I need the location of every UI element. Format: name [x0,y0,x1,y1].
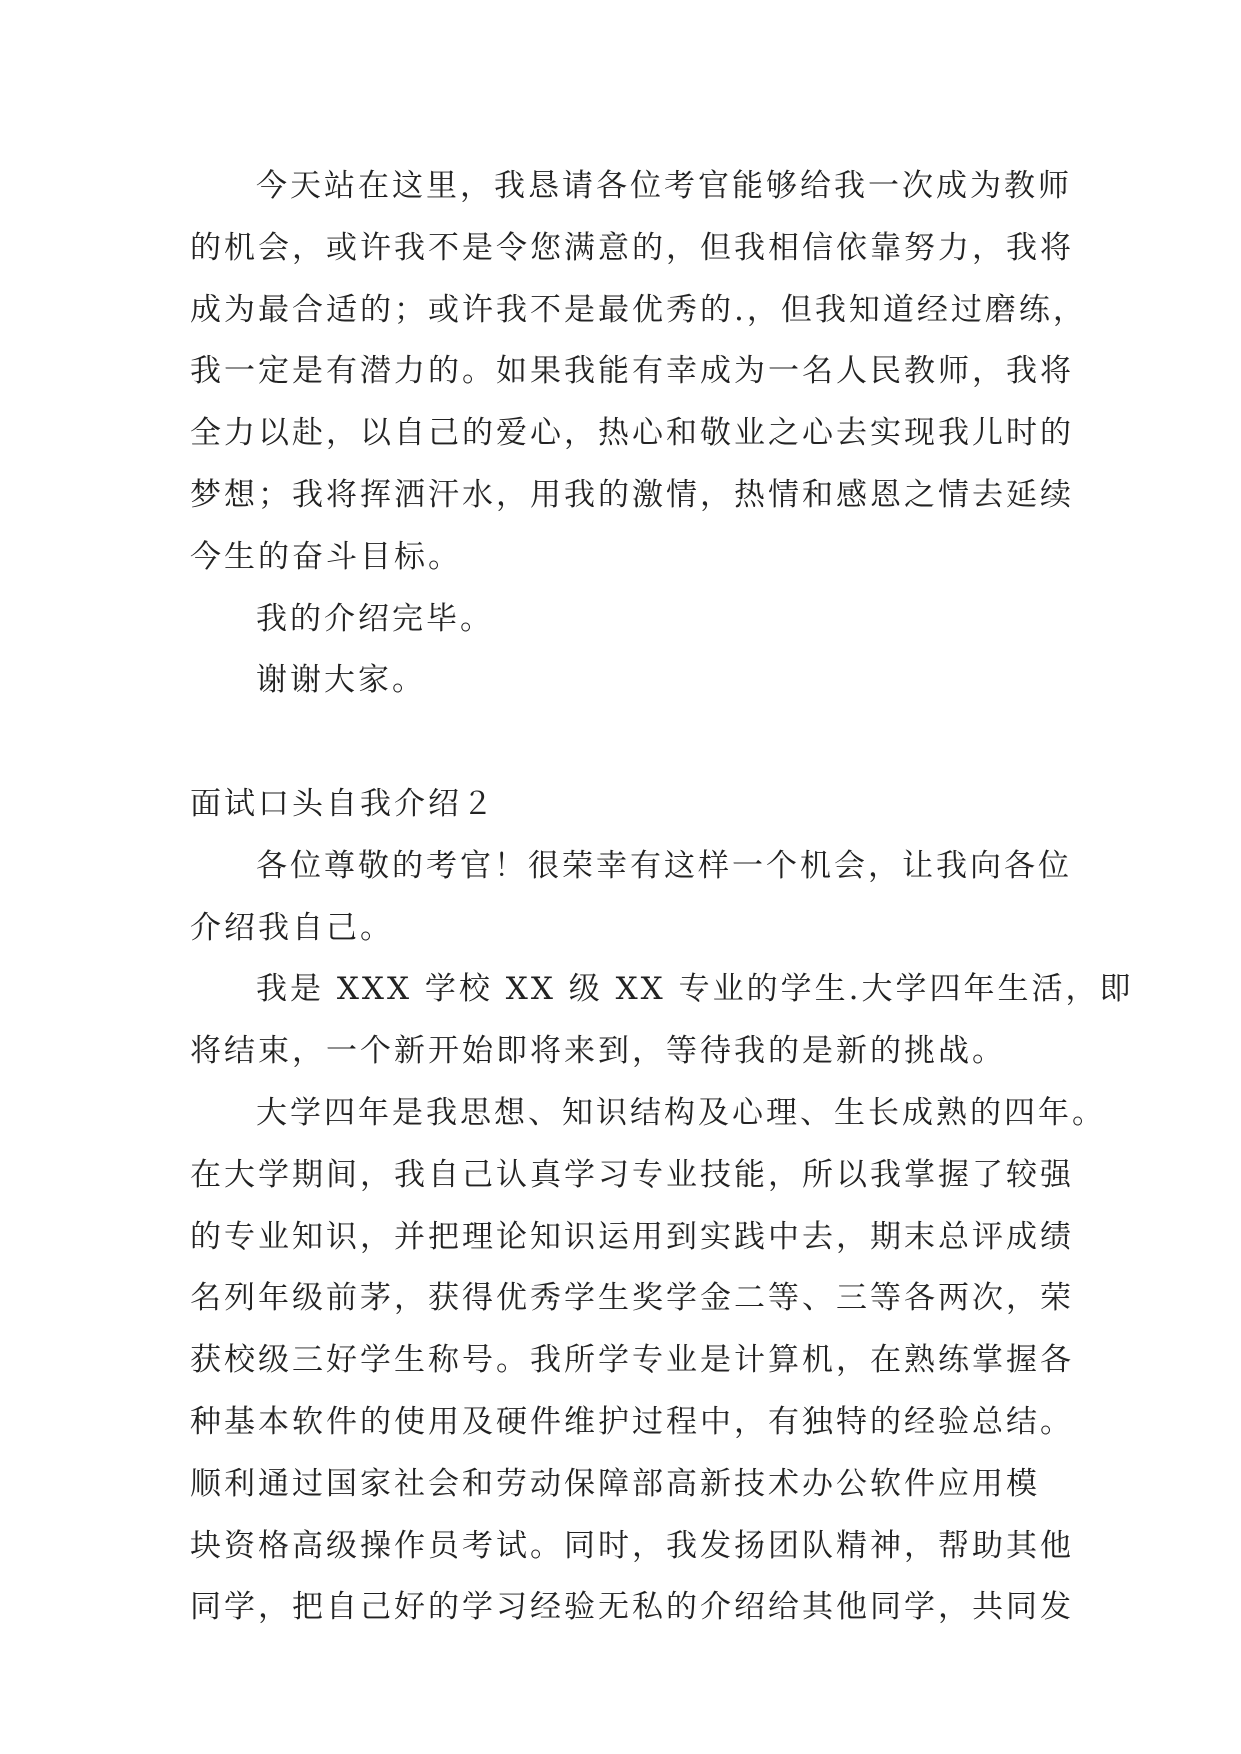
text-line: 我是 XXX 学校 XX 级 XX 专业的学生.大学四年生活，即 [256,971,1134,1008]
text-line: 介绍我自己。 [190,909,394,946]
text-line: 在大学期间，我自己认真学习专业技能，所以我掌握了较强 [190,1156,1074,1193]
text-line: 的专业知识，并把理论知识运用到实践中去，期末总评成绩 [190,1218,1074,1255]
text-line: 获校级三好学生称号。我所学专业是计算机，在熟练掌握各 [190,1342,1074,1379]
text-line: 全力以赴，以自己的爱心，热心和敬业之心去实现我儿时的 [190,415,1074,452]
text-line: 各位尊敬的考官！很荣幸有这样一个机会，让我向各位 [256,847,1072,884]
closing-line: 我的介绍完毕。 [256,600,494,637]
text-line: 种基本软件的使用及硬件维护过程中，有独特的经验总结。 [190,1403,1074,1440]
section-title: 面试口头自我介绍２ [190,785,496,822]
text-line: 同学，把自己好的学习经验无私的介绍给其他同学，共同发 [190,1589,1074,1626]
paragraph-university [190,1083,1106,1639]
text-line: 我一定是有潜力的。如果我能有幸成为一名人民教师，我将 [190,353,1074,390]
text-line: 顺利通过国家社会和劳动保障部高新技术办公软件应用模 [190,1465,1040,1502]
paragraph-greeting [190,836,1072,960]
text-line: 大学四年是我思想、知识结构及心理、生长成熟的四年。 [256,1094,1106,1131]
text-line: 今生的奋斗目标。 [190,538,462,575]
text-line: 块资格高级操作员考试。同时，我发扬团队精神，帮助其他 [190,1527,1074,1564]
document-body [190,156,1134,1639]
thanks-line: 谢谢大家。 [256,662,426,699]
text-line: 梦想；我将挥洒汗水，用我的激情，热情和感恩之情去延续 [190,476,1074,513]
section-gap [190,712,1060,774]
text-line: 名列年级前茅，获得优秀学生奖学金二等、三等各两次，荣 [190,1280,1074,1317]
text-line: 将结束，一个新开始即将来到，等待我的是新的挑战。 [190,1033,1006,1070]
text-line: 的机会，或许我不是令您满意的，但我相信依靠努力，我将 [190,229,1074,266]
paragraph-appeal [190,156,1087,589]
paragraph-identity [190,959,1134,1083]
text-line: 今天站在这里，我恳请各位考官能够给我一次成为教师 [256,168,1072,204]
text-line: 成为最合适的；或许我不是最优秀的.，但我知道经过磨练， [190,291,1087,328]
